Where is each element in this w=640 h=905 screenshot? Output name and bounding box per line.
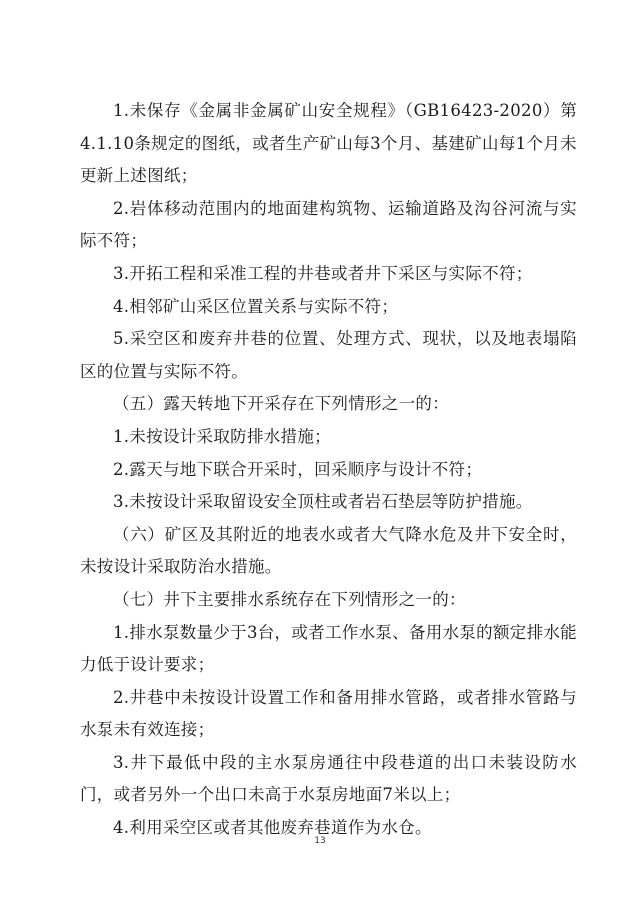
paragraph: 1.未按设计采取防排水措施； (113, 426, 331, 446)
paragraph: 4.利用采空区或者其他废弃巷道作为水仓。 (113, 818, 432, 838)
paragraph: 3.未按设计采取留设安全顶柱或者岩石垫层等防护措施。 (113, 492, 533, 512)
section-heading: （七）井下主要排水系统存在下列情形之一的： (113, 589, 466, 609)
paragraph: 1.排水泵数量少于3台，或者工作水泵、备用水泵的额定排水能力低于设计要求； (80, 622, 577, 675)
paragraph: 5.采空区和废弃井巷的位置、处理方式、现状，以及地表塌陷区的位置与实际不符。 (80, 329, 577, 381)
paragraph: 2.露天与地下联合开采时，回采顺序与设计不符； (113, 459, 483, 479)
document-body (80, 95, 577, 845)
paragraph: 2.井巷中未按设计设置工作和备用排水管路，或者排水管路与水泵未有效连接； (80, 687, 577, 740)
paragraph: 3.井下最低中段的主水泵房通往中段巷道的出口未装设防水门，或者另外一个出口未高于水泵房地面7米以上； (80, 752, 577, 805)
paragraph: 4.相邻矿山采区位置关系与实际不符； (113, 296, 399, 316)
paragraph: 2.岩体移动范围内的地面建构筑物、运输道路及沟谷河流与实际不符； (80, 198, 577, 251)
section-heading: （六）矿区及其附近的地表水或者大气降水危及井下安全时，未按设计采取防治水措施。 (80, 524, 577, 577)
paragraph: 3.开拓工程和采准工程的井巷或者井下采区与实际不符； (113, 263, 533, 283)
paragraph: 1.未保存《金属非金属矿山安全规程》（GB16423-2020）第4.1.10条规定的图纸，或者生产矿山每3个月、基建矿山每1个月未更新上述图纸； (80, 101, 577, 186)
section-heading: （五）露天转地下开采存在下列情形之一的： (113, 394, 449, 414)
page-number: 13 (314, 836, 326, 846)
